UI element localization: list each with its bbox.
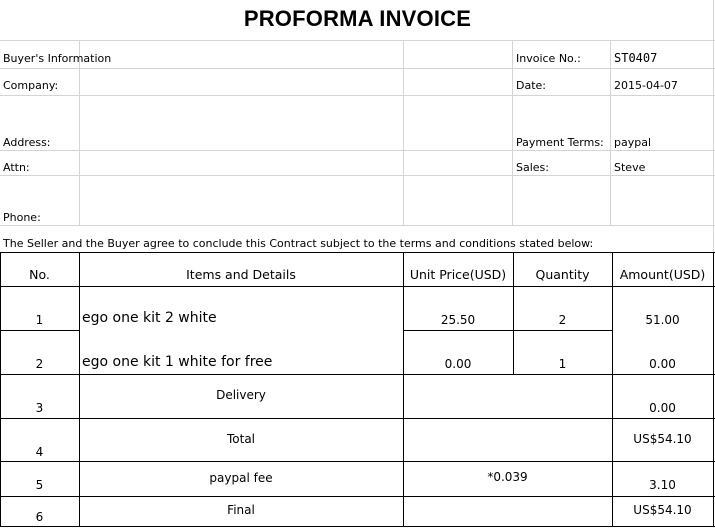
- row-5-amount: 3.10: [649, 478, 676, 492]
- row-1-quantity: 2: [558, 313, 567, 327]
- row-2-unit-price: 0.00: [444, 357, 472, 371]
- row-4-amount: US$54.10: [633, 432, 692, 446]
- invoice-number-value: ST0407: [614, 51, 658, 65]
- row-5-unit-price: *0.039: [487, 470, 528, 484]
- address-label: Address:: [3, 136, 51, 149]
- header-amount: Amount(USD): [619, 267, 706, 282]
- row-1-item: ego one kit 2 white: [82, 310, 217, 326]
- header-items: Items and Details: [186, 267, 296, 282]
- sales-value: Steve: [614, 161, 646, 174]
- row-6-amount: US$54.10: [633, 503, 692, 517]
- row-6-no: 6: [35, 510, 44, 524]
- agreement-text: The Seller and the Buyer agree to conclude this Contract subject to the terms and conditions stated below:: [3, 237, 594, 250]
- date-label: Date:: [516, 79, 546, 92]
- row-2-no: 2: [35, 357, 44, 371]
- row-2-amount: 0.00: [649, 357, 676, 371]
- row-2-item: ego one kit 1 white for free: [82, 354, 273, 370]
- row-3-no: 3: [35, 401, 44, 415]
- row-1-amount: 51.00: [645, 313, 680, 327]
- row-4-item: Total: [226, 432, 256, 446]
- page-title: PROFORMA INVOICE: [243, 6, 472, 31]
- row-1-unit-price: 25.50: [440, 313, 476, 327]
- payment-terms-label: Payment Terms:: [516, 136, 604, 149]
- row-6-item: Final: [227, 503, 255, 517]
- header-quantity: Quantity: [535, 267, 590, 282]
- company-label: Company:: [3, 79, 59, 92]
- sales-label: Sales:: [516, 161, 549, 174]
- invoice-number-label: Invoice No.:: [516, 52, 581, 65]
- row-5-item: paypal fee: [209, 471, 273, 485]
- row-4-no: 4: [35, 445, 44, 459]
- row-5-no: 5: [35, 478, 44, 492]
- header-no: No.: [29, 267, 50, 282]
- row-2-quantity: 1: [558, 357, 567, 371]
- row-1-no: 1: [35, 313, 44, 327]
- row-3-item: Delivery: [216, 388, 266, 402]
- payment-terms-value: paypal: [614, 136, 652, 149]
- header-unit-price: Unit Price(USD): [409, 267, 507, 282]
- attn-label: Attn:: [3, 161, 30, 174]
- phone-label: Phone:: [3, 211, 41, 224]
- buyer-section-label: Buyer's Information: [3, 52, 112, 65]
- date-value: 2015-04-07: [614, 79, 678, 92]
- row-3-amount: 0.00: [649, 401, 676, 415]
